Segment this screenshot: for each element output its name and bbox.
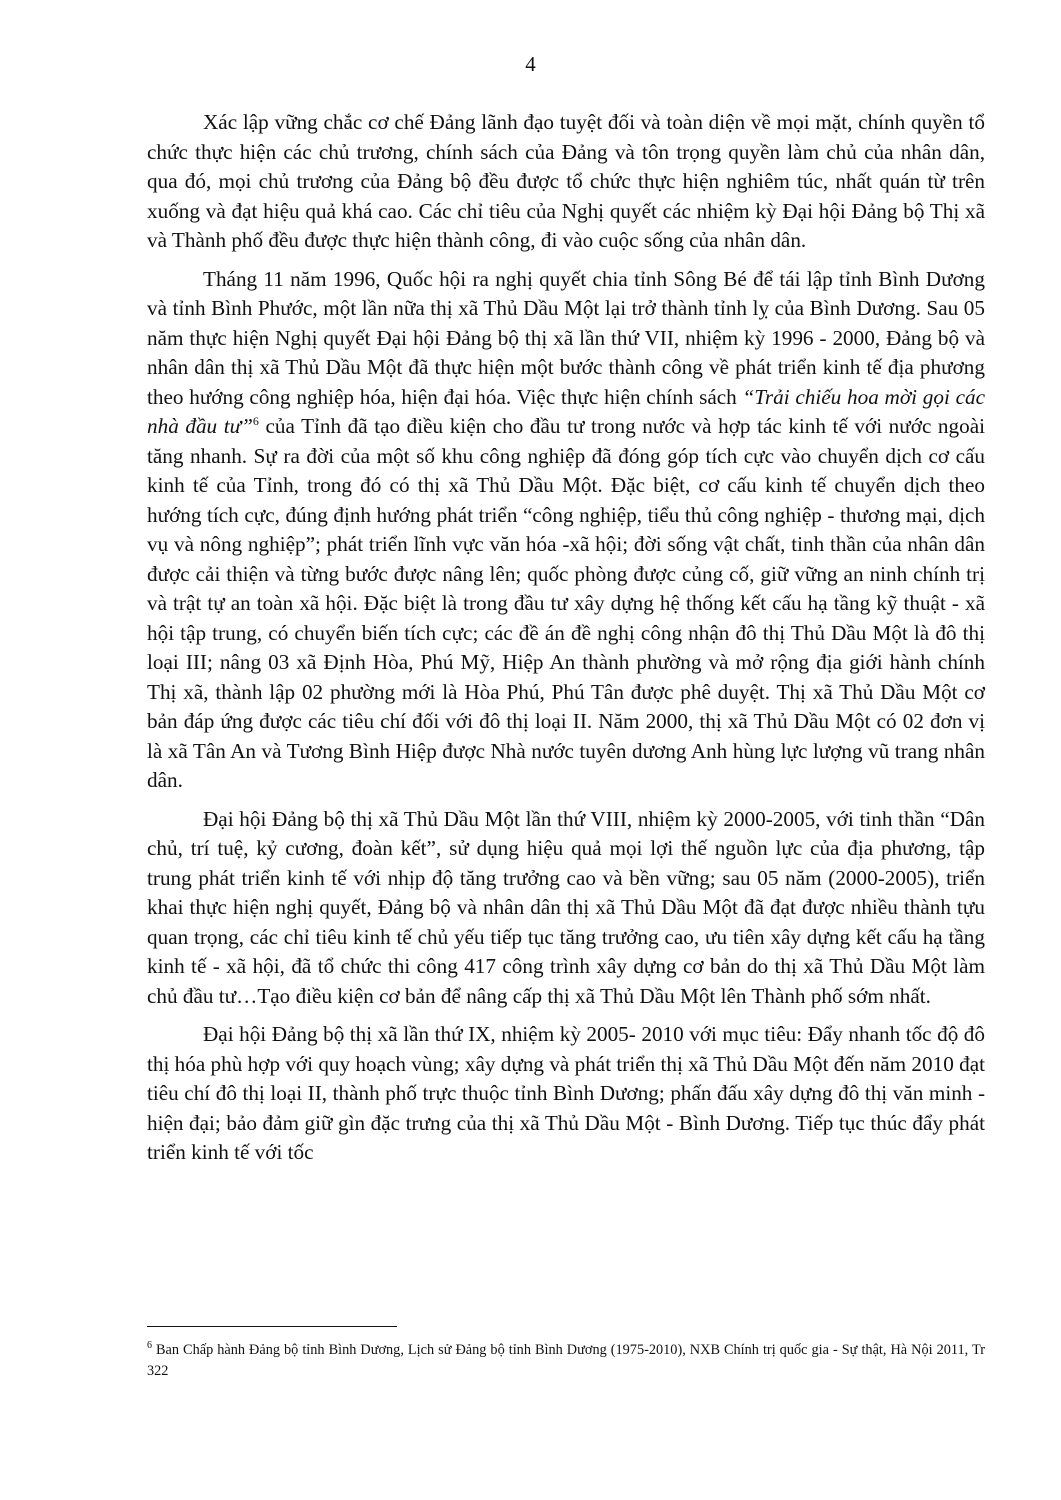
- footnote: [147, 1340, 985, 1382]
- footnote-text: Ban Chấp hành Đảng bộ tỉnh Bình Dương, Lịch sử Đảng bộ tỉnh Bình Dương (1975-2010), NXB Chính trị quốc gia - Sự thật, Hà Nội 2011, Tr 322: [147, 1342, 985, 1379]
- footnote-number: 6: [147, 1340, 152, 1352]
- paragraph-4: Đại hội Đảng bộ thị xã lần thứ IX, nhiệm kỳ 2005- 2010 với mục tiêu: Đẩy nhanh tốc độ đô thị hóa phù hợp với quy hoạch vùng; xây dựng và phát triển thị xã Thủ Dầu Một đến năm 2010 đạt tiêu chí đô thị loại II, thành phố trực thuộc tỉnh Bình Dương; phấn đấu xây dựng đô thị văn minh - hiện đại; bảo đảm giữ gìn đặc trưng của thị xã Thủ Dầu Một - Bình Dương. Tiếp tục thúc đẩy phát triển kinh tế với tốc: [147, 1022, 985, 1164]
- paragraph-1: Xác lập vững chắc cơ chế Đảng lãnh đạo tuyệt đối và toàn diện về mọi mặt, chính quyền tổ chức thực hiện các chủ trương, chính sách của Đảng và tôn trọng quyền làm chủ của nhân dân, qua đó, mọi chủ trương của Đảng bộ đều được tổ chức thực hiện nghiêm túc, nhất quán từ trên xuống và đạt hiệu quả khá cao. Các chỉ tiêu của Nghị quyết các nhiệm kỳ Đại hội Đảng bộ Thị xã và Thành phố đều được thực hiện thành công, đi vào cuộc sống của nhân dân.: [147, 110, 985, 252]
- footnote-divider: [147, 1326, 397, 1327]
- paragraph-2-text-before: Tháng 11 năm 1996, Quốc hội ra nghị quyết chia tỉnh Sông Bé để tái lập tỉnh Bình Dương và tỉnh Bình Phước, một lần nữa thị xã Thủ Dầu Một lại trở thành tỉnh lỵ của Bình Dương. Sau 05 năm thực hiện Nghị quyết Đại hội Đảng bộ thị xã lần thứ VII, nhiệm kỳ 1996 - 2000, Đảng bộ và nhân dân thị xã Thủ Dầu Một đã thực hiện một bước thành công về phát triển kinh tế địa phương theo hướng công nghiệp hóa, hiện đại hóa. Việc thực hiện chính sách: [147, 266, 985, 409]
- body-text: [147, 108, 985, 1177]
- italic-quote: “Trải chiếu hoa mời gọi các nhà đầu tư”: [147, 384, 985, 438]
- page-number: 4: [525, 52, 536, 76]
- paragraph-3: Đại hội Đảng bộ thị xã Thủ Dầu Một lần thứ VIII, nhiệm kỳ 2000-2005, với tinh thần “Dân chủ, trí tuệ, kỷ cương, đoàn kết”, sử dụng hiệu quả mọi lợi thế nguồn lực của địa phương, tập trung phát triển kinh tế với nhịp độ tăng trưởng cao và bền vững; sau 05 năm (2000-2005), triển khai thực hiện nghị quyết, Đảng bộ và nhân dân thị xã Thủ Dầu Một đã đạt được nhiều thành tựu quan trọng, các chỉ tiêu kinh tế chủ yếu tiếp tục tăng trưởng cao, ưu tiên xây dựng kết cấu hạ tầng kinh tế - xã hội, đã tổ chức thi công 417 công trình xây dựng cơ bản do thị xã Thủ Dầu Một làm chủ đầu tư…Tạo điều kiện cơ bản để nâng cấp thị xã Thủ Dầu Một lên Thành phố sớm nhất.: [147, 806, 985, 1008]
- footnote-reference[interactable]: 6: [252, 413, 259, 428]
- paragraph-2-text-after: của Tỉnh đã tạo điều kiện cho đầu tư trong nước và hợp tác kinh tế với nước ngoài tăng nhanh. Sự ra đời của một số khu công nghiệp đã đóng góp tích cực vào chuyển dịch cơ cấu kinh tế của Tỉnh, trong đó có thị xã Thủ Dầu Một. Đặc biệt, cơ cấu kinh tế chuyển dịch theo hướng tích cực, đúng định hướng phát triển “công nghiệp, tiểu thủ công nghiệp - thương mại, dịch vụ và nông nghiệp”; phát triển lĩnh vực văn hóa -xã hội; đời sống vật chất, tinh thần của nhân dân được cải thiện và từng bước được nâng lên; quốc phòng được củng cố, giữ vững an ninh chính trị và trật tự an toàn xã hội. Đặc biệt là trong đầu tư xây dựng hệ thống kết cấu hạ tầng kỹ thuật - xã hội tập trung, có chuyển biến tích cực; các đề án đề nghị công nhận đô thị Thủ Dầu Một là đô thị loại III; nâng 03 xã Định Hòa, Phú Mỹ, Hiệp An thành phường và mở rộng địa giới hành chính Thị xã, thành lập 02 phường mới là Hòa Phú, Phú Tân được phê duyệt. Thị xã Thủ Dầu Một cơ bản đáp ứng được các tiêu chí đối với đô thị loại II. Năm 2000, thị xã Thủ Dầu Một có 02 đơn vị là xã Tân An và Tương Bình Hiệp được Nhà nước tuyên dương Anh hùng lực lượng vũ trang nhân dân.: [147, 414, 985, 792]
- paragraph-2: [147, 265, 985, 796]
